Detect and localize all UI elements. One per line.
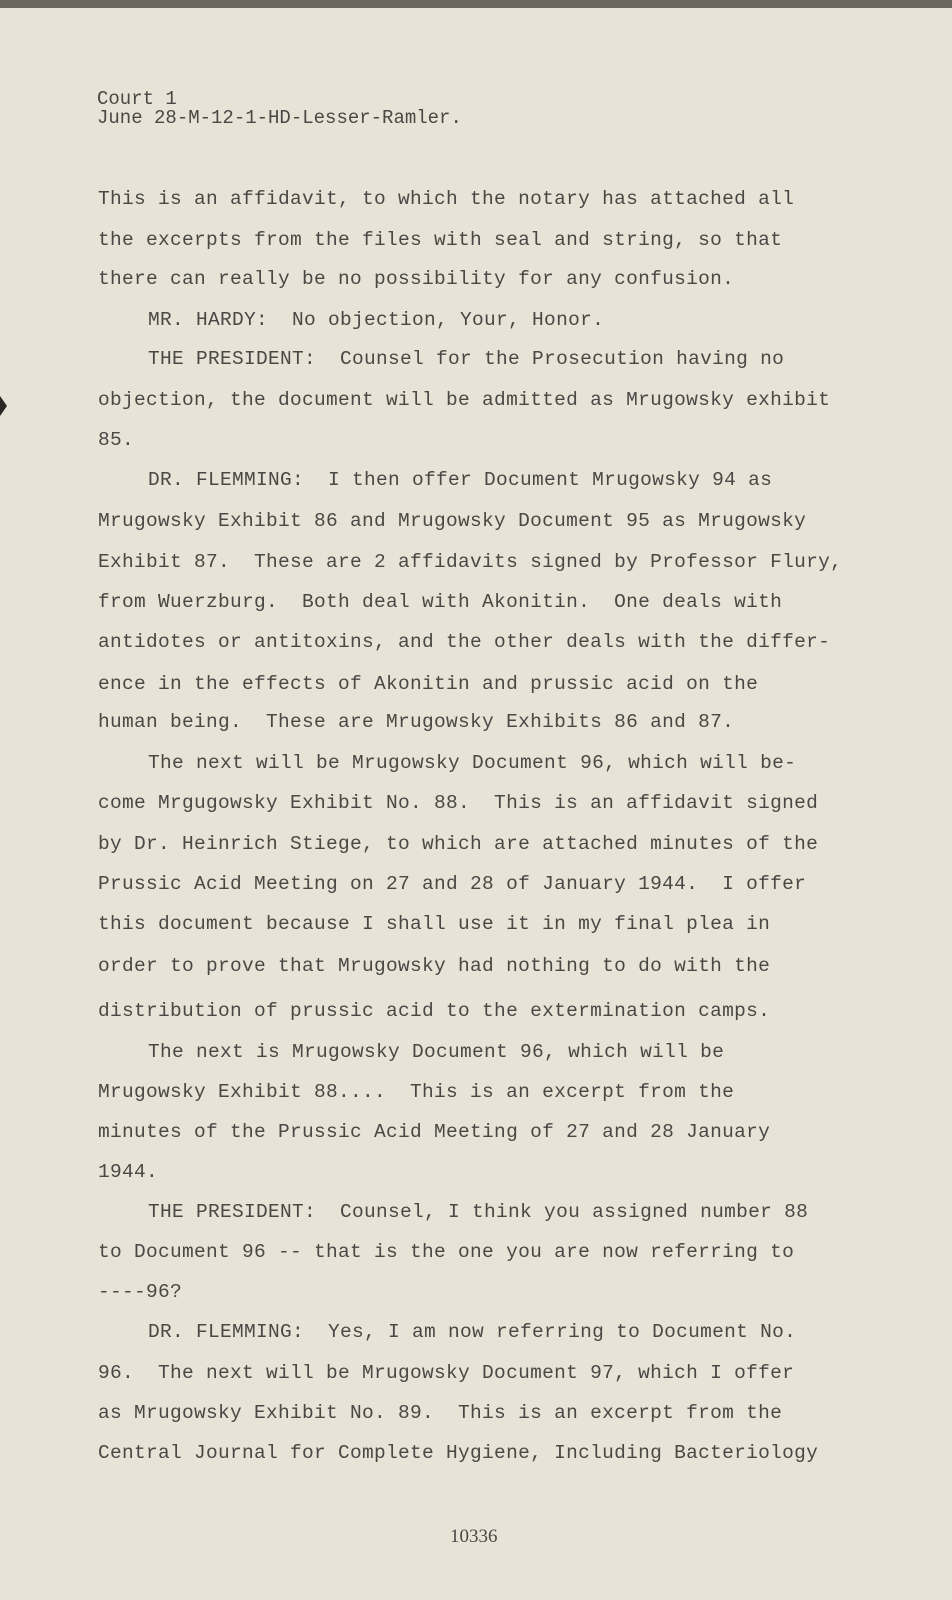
transcript-line: 1944. — [98, 1161, 159, 1183]
transcript-line: ----96? — [98, 1281, 183, 1303]
transcript-line: by Dr. Heinrich Stiege, to which are attached minutes of the — [98, 833, 819, 855]
transcript-line: there can really be no possibility for any confusion. — [98, 268, 735, 290]
transcript-line: THE PRESIDENT: Counsel for the Prosecution having no — [148, 348, 785, 370]
transcript-line: distribution of prussic acid to the extermination camps. — [98, 1000, 771, 1022]
transcript-line: come Mrgugowsky Exhibit No. 88. This is an affidavit signed — [98, 792, 819, 814]
transcript-line: this document because I shall use it in my final plea in — [98, 913, 771, 935]
transcript-line: Central Journal for Complete Hygiene, Including Bacteriology — [98, 1442, 819, 1464]
transcript-line: MR. HARDY: No objection, Your, Honor. — [148, 309, 605, 331]
transcript-line: Prussic Acid Meeting on 27 and 28 of January 1944. I offer — [98, 873, 807, 895]
session-label: June 28-M-12-1-HD-Lesser-Ramler. — [97, 107, 462, 129]
transcript-line: from Wuerzburg. Both deal with Akonitin. One deals with — [98, 591, 783, 613]
margin-arrow-mark — [0, 396, 7, 416]
transcript-line: order to prove that Mrugowsky had nothing to do with the — [98, 955, 771, 977]
transcript-line: human being. These are Mrugowsky Exhibits 86 and 87. — [98, 711, 735, 733]
transcript-line: DR. FLEMMING: Yes, I am now referring to Document No. — [148, 1321, 797, 1343]
transcript-line: objection, the document will be admitted as Mrugowsky exhibit — [98, 389, 831, 411]
transcript-line: The next will be Mrugowsky Document 96, which will be- — [148, 752, 797, 774]
transcript-line: Mrugowsky Exhibit 86 and Mrugowsky Document 95 as Mrugowsky — [98, 510, 807, 532]
transcript-line: THE PRESIDENT: Counsel, I think you assigned number 88 — [148, 1201, 809, 1223]
transcript-line: This is an affidavit, to which the notary has attached all — [98, 188, 795, 210]
transcript-line: DR. FLEMMING: I then offer Document Mrugowsky 94 as — [148, 469, 773, 491]
transcript-line: Mrugowsky Exhibit 88.... This is an excerpt from the — [98, 1081, 735, 1103]
transcript-line: as Mrugowsky Exhibit No. 89. This is an excerpt from the — [98, 1402, 783, 1424]
transcript-line: antidotes or antitoxins, and the other deals with the differ- — [98, 631, 831, 653]
transcript-line: Exhibit 87. These are 2 affidavits signed by Professor Flury, — [98, 551, 843, 573]
transcript-line: minutes of the Prussic Acid Meeting of 27 and 28 January — [98, 1121, 771, 1143]
page-number: 10336 — [450, 1526, 498, 1547]
transcript-line: ence in the effects of Akonitin and prussic acid on the — [98, 673, 759, 695]
transcript-line: the excerpts from the files with seal and string, so that — [98, 229, 783, 251]
scan-edge — [0, 0, 952, 8]
transcript-line: 85. — [98, 429, 135, 451]
transcript-line: The next is Mrugowsky Document 96, which will be — [148, 1041, 725, 1063]
court-label: Court 1 — [97, 88, 177, 110]
transcript-line: 96. The next will be Mrugowsky Document 97, which I offer — [98, 1362, 795, 1384]
document-header — [97, 90, 462, 128]
transcript-line: to Document 96 -- that is the one you are now referring to — [98, 1241, 795, 1263]
